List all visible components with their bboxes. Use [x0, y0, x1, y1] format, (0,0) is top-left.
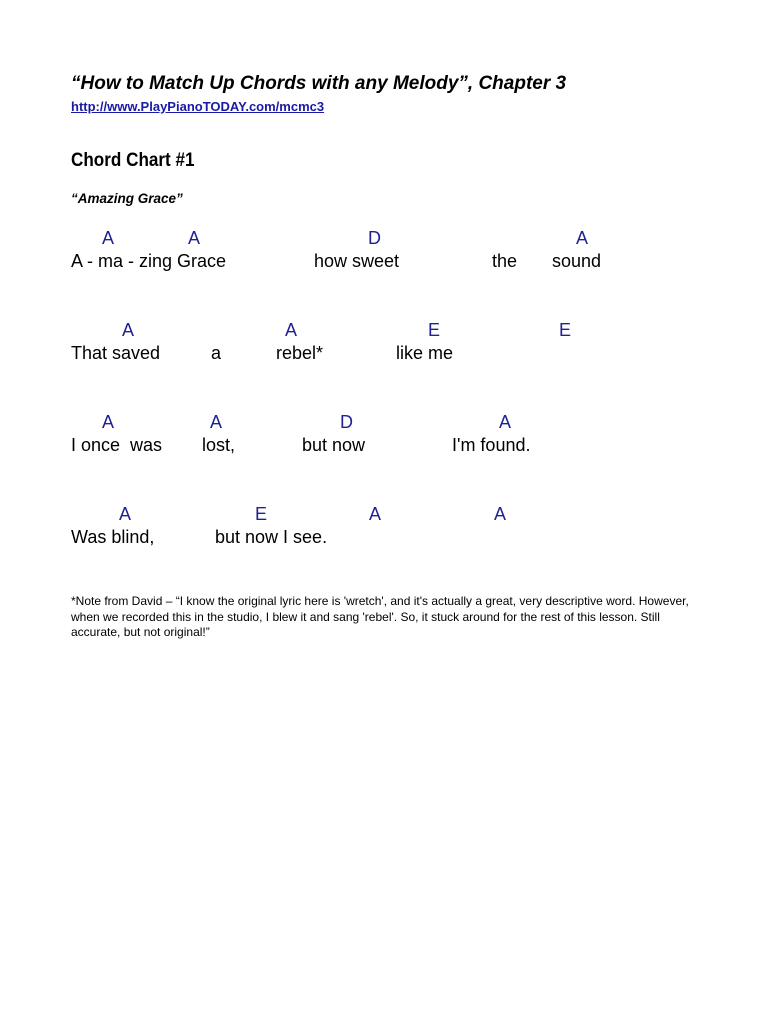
- chord-line1-4: A: [576, 228, 589, 248]
- chord-line3-1: A: [102, 412, 115, 432]
- chord-line1-3: D: [368, 228, 381, 248]
- document-title: “How to Match Up Chords with any Melody”, Chapter 3: [71, 73, 567, 94]
- lyric-line3-3: but now: [302, 435, 366, 455]
- lyric-line2-2: a: [211, 343, 222, 363]
- lyric-line1-3: the: [492, 251, 518, 271]
- chord-line3-2: A: [210, 412, 223, 432]
- lyric-line3-2: lost,: [202, 435, 236, 455]
- lyric-line3-4: I'm found.: [452, 435, 531, 455]
- lyric-line1-2: how sweet: [314, 251, 400, 271]
- chord-line3-4: A: [499, 412, 512, 432]
- lyric-line1-4: sound: [552, 251, 602, 271]
- chord-line2-3: E: [428, 320, 441, 340]
- footnote: *Note from David – “I know the original lyric here is 'wretch', and it's actually a great, very descriptive word. However, when we recorded this in the studio, I blew it and sang 'rebel'. So, it stuck around for the rest of this lesson. Still accurate, but not original!”: [71, 594, 689, 639]
- chord-line4-1: A: [119, 504, 132, 524]
- lesson-link[interactable]: http://www.PlayPianoTODAY.com/mcmc3: [71, 99, 325, 114]
- lyric-line4-2: but now I see.: [215, 527, 328, 547]
- chord-line1-1: A: [102, 228, 115, 248]
- chord-line1-2: A: [188, 228, 201, 248]
- song-title: “Amazing Grace”: [71, 191, 183, 206]
- lyric-line2-4: like me: [396, 343, 454, 363]
- chord-line4-3: A: [369, 504, 382, 524]
- chord-line4-2: E: [255, 504, 268, 524]
- lyric-line2-3: rebel*: [276, 343, 324, 363]
- chord-line2-4: E: [559, 320, 572, 340]
- lyric-line1-1: A - ma - zing Grace: [71, 251, 227, 271]
- chord-line2-2: A: [285, 320, 298, 340]
- lyric-line3-1: I once was: [71, 435, 163, 455]
- lyric-line4-1: Was blind,: [71, 527, 155, 547]
- chord-chart-heading: Chord Chart #1: [71, 150, 195, 171]
- chord-line4-4: A: [494, 504, 507, 524]
- chord-line2-1: A: [122, 320, 135, 340]
- chord-line3-3: D: [340, 412, 353, 432]
- lyric-line2-1: That saved: [71, 343, 161, 363]
